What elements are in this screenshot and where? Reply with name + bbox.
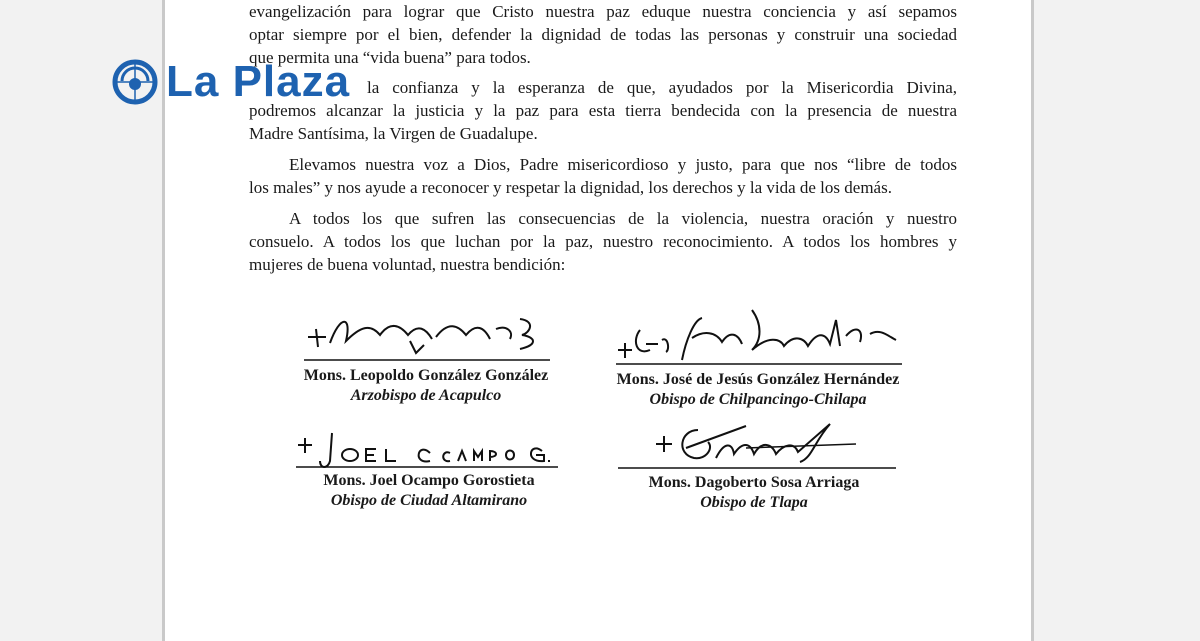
- text-line: que permita una “vida buena” para todos.: [249, 48, 531, 67]
- letter-body: [249, 0, 957, 284]
- signatory-name: Mons. Joel Ocampo Gorostieta: [323, 472, 535, 489]
- paragraph-3: [249, 153, 957, 199]
- signatory-block: [612, 371, 904, 409]
- signature-joel: [292, 425, 562, 475]
- signatory-block: [296, 367, 556, 405]
- brand-name: La Plaza: [166, 57, 351, 106]
- text-line: evangelización para lograr que Cristo nuestra paz eduque nuestra conciencia y así sepamos: [249, 2, 957, 21]
- signatory-title: Obispo de Tlapa: [700, 494, 808, 511]
- signatory-title: Obispo de Chilpancingo-Chilapa: [649, 391, 867, 408]
- la-plaza-logo: [110, 56, 350, 108]
- paragraph-4: [249, 207, 957, 276]
- globe-logo-icon: [110, 57, 160, 107]
- signature-leopoldo: [300, 305, 560, 365]
- text-line: consuelo. A todos los que luchan por la paz, nuestro reconocimiento. A todos los hombres y: [249, 232, 957, 251]
- paragraph-1: [249, 0, 957, 69]
- signatory-title: Obispo de Ciudad Altamirano: [330, 492, 528, 509]
- text-line: mujeres de buena voluntad, nuestra bendición:: [249, 255, 566, 274]
- signatory-name: Mons. Leopoldo González González: [303, 367, 549, 384]
- text-line: Elevamos nuestra voz a Dios, Padre misericordioso y justo, para que nos “libre de todos: [289, 155, 957, 174]
- signature-jose-de-jesus: [612, 300, 912, 370]
- signatory-block: [636, 474, 872, 512]
- signatory-title: Arzobispo de Acapulco: [350, 387, 502, 404]
- signatory-block: [296, 472, 562, 510]
- right-gutter: [1034, 0, 1200, 641]
- text-line: podremos alcanzar la justicia y la paz para esta tierra bendecida con la presencia de nuestra: [249, 101, 957, 120]
- paragraph-2: [249, 76, 957, 145]
- text-line: optar siempre por el bien, defender la dignidad de todas las personas y construir una sociedad: [249, 25, 957, 44]
- signatory-name: Mons. José de Jesús González Hernández: [616, 371, 900, 388]
- signatory-name: Mons. Dagoberto Sosa Arriaga: [648, 474, 860, 491]
- text-line: los males” y nos ayude a reconocer y respetar la dignidad, los derechos y la vida de los demás.: [249, 178, 892, 197]
- text-line: Madre Santísima, la Virgen de Guadalupe.: [249, 124, 538, 143]
- text-line: la confianza y la esperanza de que, ayudados por la Misericordia Divina,: [367, 78, 957, 97]
- signature-dagoberto: [616, 418, 906, 478]
- text-line: A todos los que sufren las consecuencias de la violencia, nuestra oración y nuestro: [289, 209, 957, 228]
